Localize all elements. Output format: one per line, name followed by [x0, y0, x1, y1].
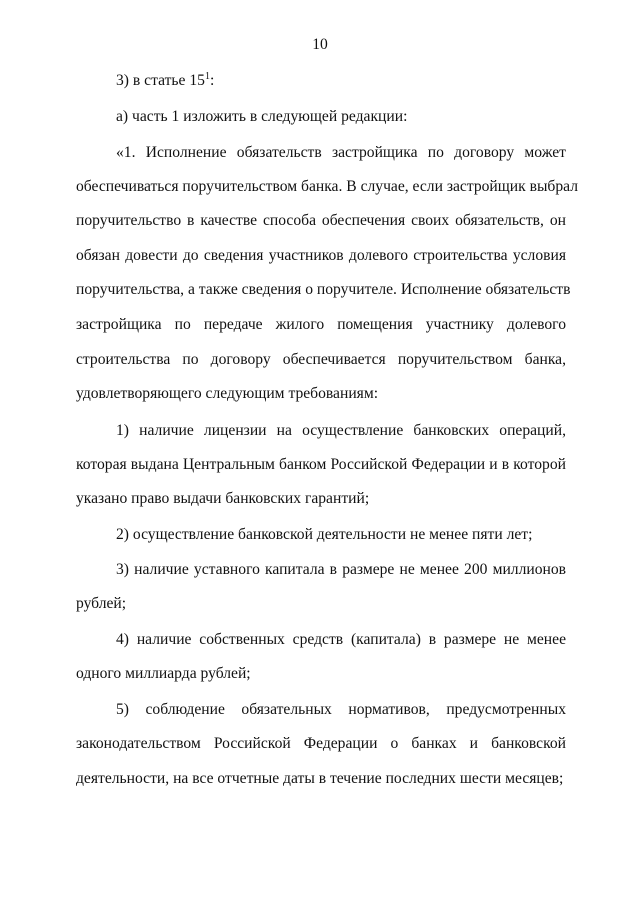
list-item-3-line: рублей;	[76, 595, 127, 612]
list-item-3-line: 3) наличие уставного капитала в размере не менее 200 миллионов	[116, 561, 566, 578]
list-item-2-line: 2) осуществление банковской деятельности не менее пяти лет;	[116, 526, 533, 543]
section-heading-colon: :	[209, 72, 215, 89]
section-heading	[116, 71, 566, 91]
paragraph-line: поручительства, а также сведения о поручителе. Исполнение обязательств	[76, 281, 571, 298]
paragraph-line: обязан довести до сведения участников долевого строительства условия	[76, 247, 566, 264]
list-item-5-line: деятельности, на все отчетные даты в течение последних шести месяцев;	[76, 770, 564, 787]
paragraph-line: застройщика по передаче жилого помещения участнику долевого	[76, 316, 566, 333]
paragraph-line: «1. Исполнение обязательств застройщика по договору может	[116, 144, 566, 161]
list-item-5-line: законодательством Российской Федерации о банках и банковской	[76, 735, 566, 752]
section-superscript: 1	[204, 70, 210, 82]
list-item-4-line: 4) наличие собственных средств (капитала) в размере не менее	[116, 631, 566, 648]
paragraph-line: поручительство в качестве способа обеспечения своих обязательств, он	[76, 212, 566, 229]
subsection-heading: а) часть 1 изложить в следующей редакции:	[116, 108, 408, 125]
list-item-4-line: одного миллиарда рублей;	[76, 665, 251, 682]
paragraph-line: обеспечиваться поручительством банка. В случае, если застройщик выбрал	[76, 178, 578, 195]
list-item-1-line: указано право выдачи банковских гарантий;	[76, 490, 370, 507]
paragraph-line: строительства по договору обеспечивается поручительством банка,	[76, 351, 566, 368]
paragraph-line: удовлетворяющего следующим требованиям:	[76, 385, 379, 402]
list-item-1-line: которая выдана Центральным банком Российской Федерации и в которой	[76, 456, 566, 473]
section-heading-text: 3) в статье 15	[116, 72, 205, 89]
page-number: 10	[312, 36, 328, 53]
list-item-1-line: 1) наличие лицензии на осуществление банковских операций,	[116, 422, 566, 439]
list-item-5-line: 5) соблюдение обязательных нормативов, предусмотренных	[116, 701, 566, 718]
